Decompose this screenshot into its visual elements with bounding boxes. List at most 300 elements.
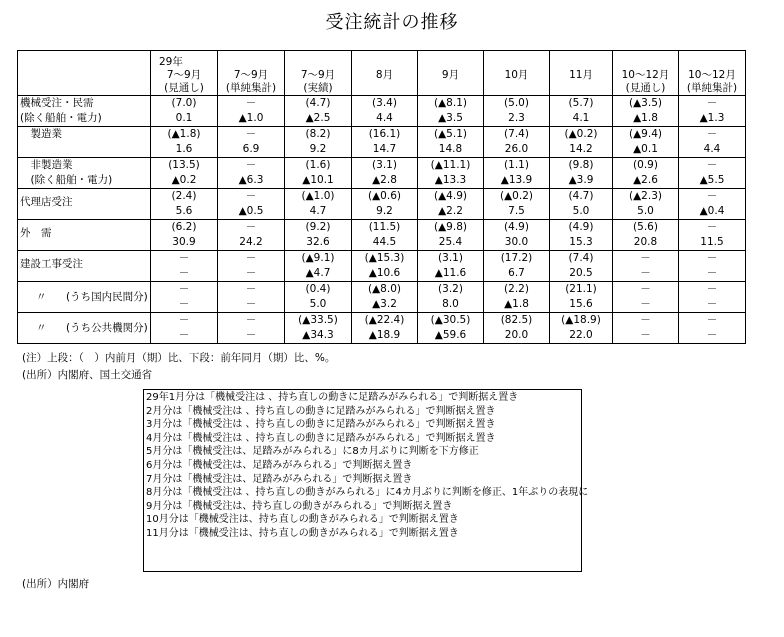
header-subtitle xyxy=(484,82,549,95)
year-on-year-value: ▲4.7 xyxy=(305,267,331,279)
year-on-year-value: ▲1.8 xyxy=(504,298,529,310)
year-on-year-value: ▲0.5 xyxy=(238,205,264,217)
row-label-main xyxy=(18,282,150,305)
value-cell xyxy=(550,127,613,158)
month-on-month-value: (2.4) xyxy=(171,190,197,202)
year-on-year-value: 1.6 xyxy=(175,143,193,155)
judgement-line: 7月分は「機械受注は、足踏みがみられる」で判断据え置き xyxy=(146,473,413,485)
value-cell xyxy=(352,220,418,251)
judgement-line: 9月分は「機械受注は、持ち直しの動きがみられる」で判断据え置き xyxy=(146,500,453,512)
header-subtitle xyxy=(550,82,612,95)
table-row xyxy=(18,189,746,220)
month-on-month-value: (1.1) xyxy=(504,159,529,171)
value-cell xyxy=(550,313,613,344)
value-cell xyxy=(484,158,550,189)
year-on-year-value: ▲2.2 xyxy=(438,205,463,217)
value-cell xyxy=(151,158,218,189)
year-on-year-value: ▲2.5 xyxy=(305,112,331,124)
month-on-month-value: － xyxy=(245,190,257,202)
header-year xyxy=(285,56,351,69)
month-on-month-value: (▲5.1) xyxy=(434,128,467,140)
value-cell xyxy=(352,189,418,220)
row-label-main: 機械受注・民需 xyxy=(20,97,94,109)
value-cell xyxy=(679,127,746,158)
value-cell xyxy=(218,127,285,158)
value-cell xyxy=(679,313,746,344)
value-cell xyxy=(352,127,418,158)
month-on-month-value: (3.2) xyxy=(438,283,463,295)
row-label-main: 建設工事受注 xyxy=(20,258,83,270)
value-cell xyxy=(679,282,746,313)
value-cell xyxy=(218,313,285,344)
month-on-month-value: － xyxy=(706,97,718,109)
header-period: 7～9月 xyxy=(300,69,336,81)
table-header-row xyxy=(18,51,746,96)
value-cell xyxy=(151,220,218,251)
year-on-year-value: 25.4 xyxy=(438,236,463,248)
month-on-month-value: － xyxy=(245,283,257,295)
month-on-month-value: (7.4) xyxy=(504,128,529,140)
header-period: 11月 xyxy=(569,69,593,81)
year-on-year-value: 22.0 xyxy=(569,329,593,341)
year-on-year-value: 30.9 xyxy=(172,236,196,248)
year-on-year-value: ▲1.3 xyxy=(699,112,725,124)
month-on-month-value: (▲22.4) xyxy=(364,314,405,326)
header-period: 7～9月 xyxy=(233,69,269,81)
month-on-month-value: － xyxy=(178,283,190,295)
year-on-year-value: － xyxy=(706,298,718,310)
value-cell xyxy=(418,127,484,158)
value-cell xyxy=(285,96,352,127)
month-on-month-value: (3.1) xyxy=(438,252,463,264)
month-on-month-value: － xyxy=(640,283,651,295)
header-year: 29年 xyxy=(159,56,183,68)
value-cell xyxy=(613,96,679,127)
row-label xyxy=(18,313,151,344)
month-on-month-value: (▲9.1) xyxy=(301,252,335,264)
year-on-year-value: ▲5.5 xyxy=(699,174,725,186)
judgement-line: 3月分は「機械受注は 、持ち直しの動きに足踏みがみられる」で判断据え置き xyxy=(146,419,496,431)
value-cell xyxy=(550,96,613,127)
row-label-sub: (除く船舶・電力) xyxy=(20,112,102,124)
value-cell xyxy=(613,282,679,313)
column-header xyxy=(679,51,746,96)
value-cell xyxy=(484,96,550,127)
value-cell xyxy=(151,96,218,127)
value-cell xyxy=(285,158,352,189)
month-on-month-value: － xyxy=(706,221,718,233)
value-cell xyxy=(418,96,484,127)
header-year xyxy=(679,56,745,69)
month-on-month-value: － xyxy=(640,314,651,326)
column-header xyxy=(550,51,613,96)
corner-cell xyxy=(18,51,151,96)
row-label-main: 代理店受注 xyxy=(20,196,73,208)
year-on-year-value: ▲10.1 xyxy=(302,174,334,186)
column-header xyxy=(285,51,352,96)
year-on-year-value: 20.0 xyxy=(504,329,529,341)
month-on-month-value: (9.8) xyxy=(568,159,594,171)
header-year xyxy=(484,56,549,69)
row-label xyxy=(18,282,151,313)
month-on-month-value: － xyxy=(245,128,257,140)
month-on-month-value: (2.2) xyxy=(504,283,529,295)
year-on-year-value: ▲34.3 xyxy=(302,329,334,341)
value-cell xyxy=(285,189,352,220)
month-on-month-value: (4.9) xyxy=(504,221,529,233)
year-on-year-value: 8.0 xyxy=(442,298,459,310)
month-on-month-value: (3.4) xyxy=(372,97,397,109)
value-cell xyxy=(218,220,285,251)
header-year xyxy=(550,56,612,69)
header-period: 10～12月 xyxy=(688,69,736,81)
header-year xyxy=(613,56,678,69)
header-period: 10～12月 xyxy=(621,69,670,81)
year-on-year-value: ▲1.8 xyxy=(633,112,658,124)
month-on-month-value: － xyxy=(245,314,257,326)
year-on-year-value: － xyxy=(640,267,651,279)
year-on-year-value: 20.8 xyxy=(633,236,658,248)
month-on-month-value: (▲30.5) xyxy=(430,314,471,326)
month-on-month-value: (4.7) xyxy=(568,190,594,202)
month-on-month-value: (7.4) xyxy=(568,252,594,264)
month-on-month-value: (▲11.1) xyxy=(430,159,471,171)
judgement-line: 29年1月分は「機械受注は 、持ち直しの動きに足踏みがみられる」で判断据え置き xyxy=(146,392,519,403)
month-on-month-value: － xyxy=(706,283,718,295)
year-on-year-value: 14.7 xyxy=(372,143,397,155)
header-subtitle: (単純集計) xyxy=(686,82,738,94)
table-note: (注）上段：（ ）内前月（期）比、下段：前年同月（期）比、%。 xyxy=(22,352,336,364)
month-on-month-value: － xyxy=(706,190,718,202)
year-on-year-value: ▲0.4 xyxy=(699,205,725,217)
year-on-year-value: 32.6 xyxy=(306,236,330,248)
header-year xyxy=(418,56,483,69)
value-cell xyxy=(151,251,218,282)
ditto-mark: 〃 xyxy=(36,291,47,303)
year-on-year-value: 14.2 xyxy=(569,143,593,155)
year-on-year-value: 26.0 xyxy=(504,143,529,155)
year-on-year-value: 4.7 xyxy=(309,205,327,217)
value-cell xyxy=(679,220,746,251)
value-cell xyxy=(550,251,613,282)
value-cell xyxy=(550,282,613,313)
year-on-year-value: ▲3.5 xyxy=(438,112,463,124)
judgement-line: 11月分は「機械受注は、持ち直しの動きがみられる」で判断据え置き xyxy=(146,527,459,539)
month-on-month-value: － xyxy=(178,252,190,264)
month-on-month-value: (▲33.5) xyxy=(298,314,338,326)
year-on-year-value: － xyxy=(178,298,190,310)
month-on-month-value: (21.1) xyxy=(565,283,597,295)
value-cell xyxy=(550,220,613,251)
judgement-history-box xyxy=(143,389,589,572)
month-on-month-value: － xyxy=(706,128,718,140)
table-row xyxy=(18,96,746,127)
year-on-year-value: ▲2.6 xyxy=(633,174,658,186)
value-cell xyxy=(613,220,679,251)
year-on-year-value: ▲10.6 xyxy=(368,267,401,279)
value-cell xyxy=(484,313,550,344)
table-row xyxy=(18,282,746,313)
header-subtitle xyxy=(352,82,417,95)
year-on-year-value: 6.7 xyxy=(508,267,525,279)
month-on-month-value: (8.2) xyxy=(305,128,331,140)
month-on-month-value: (4.9) xyxy=(568,221,594,233)
month-on-month-value: (6.2) xyxy=(171,221,197,233)
month-on-month-value: (▲1.8) xyxy=(167,128,201,140)
month-on-month-value: (▲1.0) xyxy=(301,190,335,202)
value-cell xyxy=(679,189,746,220)
value-cell xyxy=(285,313,352,344)
row-label-main xyxy=(18,313,150,336)
value-cell xyxy=(418,220,484,251)
value-cell xyxy=(484,127,550,158)
year-on-year-value: ▲6.3 xyxy=(238,174,264,186)
year-on-year-value: － xyxy=(640,298,651,310)
value-cell xyxy=(484,251,550,282)
month-on-month-value: － xyxy=(706,314,718,326)
column-header xyxy=(613,51,679,96)
header-year xyxy=(352,56,417,69)
year-on-year-value: ▲59.6 xyxy=(434,329,467,341)
value-cell xyxy=(550,189,613,220)
month-on-month-value: (9.2) xyxy=(305,221,331,233)
month-on-month-value: (0.9) xyxy=(633,159,658,171)
year-on-year-value: 4.4 xyxy=(376,112,393,124)
value-cell xyxy=(352,251,418,282)
value-cell xyxy=(151,189,218,220)
value-cell xyxy=(285,282,352,313)
value-cell xyxy=(218,251,285,282)
month-on-month-value: (▲0.6) xyxy=(368,190,401,202)
value-cell xyxy=(218,158,285,189)
month-on-month-value: (13.5) xyxy=(168,159,200,171)
value-cell xyxy=(484,189,550,220)
value-cell xyxy=(613,189,679,220)
month-on-month-value: (▲3.5) xyxy=(629,97,662,109)
table-row xyxy=(18,158,746,189)
judgement-line: 10月分は「機械受注は、持ち直しの動きがみられる」で判断据え置き xyxy=(146,514,459,526)
year-on-year-value: － xyxy=(706,267,718,279)
order-statistics-table xyxy=(17,50,746,344)
year-on-year-value: 4.1 xyxy=(572,112,590,124)
month-on-month-value: (▲18.9) xyxy=(561,314,601,326)
year-on-year-value: ▲3.9 xyxy=(568,174,594,186)
value-cell xyxy=(352,96,418,127)
value-cell xyxy=(613,313,679,344)
year-on-year-value: － xyxy=(245,298,257,310)
value-cell xyxy=(613,251,679,282)
table-source: (出所）内閣府、国土交通省 xyxy=(22,369,153,381)
column-header xyxy=(218,51,285,96)
month-on-month-value: (3.1) xyxy=(372,159,397,171)
month-on-month-value: (4.7) xyxy=(305,97,331,109)
value-cell xyxy=(418,158,484,189)
header-period: 7～9月 xyxy=(166,69,202,81)
year-on-year-value: ▲13.3 xyxy=(434,174,467,186)
year-on-year-value: 6.9 xyxy=(242,143,260,155)
value-cell xyxy=(151,282,218,313)
month-on-month-value: (0.4) xyxy=(305,283,331,295)
month-on-month-value: (16.1) xyxy=(368,128,401,140)
value-cell xyxy=(484,220,550,251)
year-on-year-value: 14.8 xyxy=(438,143,463,155)
value-cell xyxy=(418,189,484,220)
header-period: 8月 xyxy=(375,69,394,81)
year-on-year-value: ▲13.9 xyxy=(500,174,533,186)
month-on-month-value: (▲2.3) xyxy=(629,190,662,202)
value-cell xyxy=(613,158,679,189)
value-cell xyxy=(285,220,352,251)
month-on-month-value: (11.5) xyxy=(368,221,401,233)
month-on-month-value: (▲0.2) xyxy=(564,128,598,140)
judgement-line: 4月分は「機械受注は 、持ち直しの動きに足踏みがみられる」で判断据え置き xyxy=(146,432,496,444)
year-on-year-value: 9.2 xyxy=(376,205,393,217)
table-row xyxy=(18,313,746,344)
table-row xyxy=(18,127,746,158)
row-label-text: (うち公共機関分) xyxy=(66,322,148,334)
month-on-month-value: － xyxy=(245,97,257,109)
header-period: 9月 xyxy=(441,69,460,81)
year-on-year-value: － xyxy=(178,267,190,279)
column-header xyxy=(352,51,418,96)
year-on-year-value: 15.3 xyxy=(569,236,593,248)
table-row xyxy=(18,251,746,282)
box-source: (出所）内閣府 xyxy=(22,578,90,590)
year-on-year-value: ▲1.0 xyxy=(238,112,264,124)
header-period: 10月 xyxy=(504,69,529,81)
month-on-month-value: (▲9.4) xyxy=(629,128,662,140)
column-header xyxy=(484,51,550,96)
year-on-year-value: 24.2 xyxy=(239,236,263,248)
month-on-month-value: － xyxy=(245,221,257,233)
year-on-year-value: ▲3.2 xyxy=(372,298,397,310)
year-on-year-value: 4.4 xyxy=(703,143,721,155)
month-on-month-value: (5.0) xyxy=(504,97,529,109)
value-cell xyxy=(550,158,613,189)
value-cell xyxy=(484,282,550,313)
row-label-main: 非製造業 xyxy=(30,159,73,171)
page-title: 受注統計の推移 xyxy=(325,12,459,33)
year-on-year-value: － xyxy=(178,329,190,341)
judgement-line: 2月分は「機械受注は 、持ち直しの動きに足踏みがみられる」で判断据え置き xyxy=(146,405,496,417)
year-on-year-value: 5.0 xyxy=(637,205,654,217)
value-cell xyxy=(285,251,352,282)
row-label xyxy=(18,96,151,127)
year-on-year-value: 44.5 xyxy=(372,236,397,248)
year-on-year-value: 7.5 xyxy=(508,205,525,217)
year-on-year-value: 5.0 xyxy=(309,298,327,310)
row-label xyxy=(18,220,151,251)
value-cell xyxy=(218,282,285,313)
year-on-year-value: ▲0.1 xyxy=(633,143,658,155)
year-on-year-value: ▲0.2 xyxy=(171,174,197,186)
year-on-year-value: ▲18.9 xyxy=(368,329,401,341)
table-row xyxy=(18,220,746,251)
value-cell xyxy=(352,313,418,344)
row-label xyxy=(18,251,151,282)
month-on-month-value: － xyxy=(706,159,718,171)
judgement-line: 8月分は「機械受注は 、持ち直しの動きがみられる」に4カ月ぶりに判断を修正、1年ぶりの表現に xyxy=(146,487,589,499)
year-on-year-value: － xyxy=(706,329,718,341)
year-on-year-value: 15.6 xyxy=(569,298,593,310)
month-on-month-value: (5.6) xyxy=(633,221,658,233)
ditto-mark: 〃 xyxy=(36,322,47,334)
row-label xyxy=(18,189,151,220)
judgement-line: 6月分は「機械受注は、足踏みがみられる」で判断据え置き xyxy=(146,459,413,471)
value-cell xyxy=(679,251,746,282)
year-on-year-value: － xyxy=(245,329,257,341)
value-cell xyxy=(285,127,352,158)
indent-spacer xyxy=(18,127,29,158)
row-label-main: 製造業 xyxy=(30,128,62,140)
year-on-year-value: － xyxy=(245,267,257,279)
header-subtitle: (単純集計) xyxy=(225,82,277,94)
month-on-month-value: (▲9.8) xyxy=(434,221,467,233)
month-on-month-value: (5.7) xyxy=(568,97,594,109)
header-subtitle: (見通し) xyxy=(625,82,666,94)
value-cell xyxy=(613,127,679,158)
row-label-text: (うち国内民間分) xyxy=(66,291,148,303)
year-on-year-value: 11.5 xyxy=(700,236,724,248)
year-on-year-value: － xyxy=(640,329,651,341)
month-on-month-value: (82.5) xyxy=(500,314,533,326)
month-on-month-value: － xyxy=(245,252,257,264)
column-header xyxy=(418,51,484,96)
value-cell xyxy=(352,282,418,313)
value-cell xyxy=(418,282,484,313)
year-on-year-value: 0.1 xyxy=(175,112,193,124)
value-cell xyxy=(352,158,418,189)
header-year xyxy=(218,56,284,69)
header-subtitle: (実績) xyxy=(303,82,333,94)
header-subtitle xyxy=(418,82,483,95)
value-cell xyxy=(679,96,746,127)
month-on-month-value: (1.6) xyxy=(305,159,331,171)
month-on-month-value: (7.0) xyxy=(171,97,197,109)
value-cell xyxy=(218,189,285,220)
month-on-month-value: － xyxy=(706,252,718,264)
row-label-main: 外 需 xyxy=(20,227,52,239)
value-cell xyxy=(679,158,746,189)
value-cell xyxy=(151,127,218,158)
month-on-month-value: (▲8.0) xyxy=(368,283,401,295)
value-cell xyxy=(418,251,484,282)
row-label-sub: (除く船舶・電力) xyxy=(30,174,113,186)
value-cell xyxy=(418,313,484,344)
year-on-year-value: ▲2.8 xyxy=(372,174,397,186)
judgement-line: 5月分は「機械受注は、足踏みがみられる」に8カ月ぶりに判断を下方修正 xyxy=(146,446,479,458)
month-on-month-value: (17.2) xyxy=(500,252,533,264)
header-subtitle: (見通し) xyxy=(164,82,204,94)
year-on-year-value: 2.3 xyxy=(508,112,525,124)
row-label xyxy=(29,158,151,189)
indent-spacer xyxy=(18,158,29,189)
month-on-month-value: － xyxy=(245,159,257,171)
year-on-year-value: 30.0 xyxy=(504,236,529,248)
month-on-month-value: (▲8.1) xyxy=(434,97,467,109)
column-header xyxy=(151,51,218,96)
year-on-year-value: 5.6 xyxy=(175,205,193,217)
value-cell xyxy=(218,96,285,127)
year-on-year-value: 9.2 xyxy=(309,143,327,155)
year-on-year-value: ▲11.6 xyxy=(434,267,467,279)
value-cell xyxy=(151,313,218,344)
month-on-month-value: (▲0.2) xyxy=(500,190,533,202)
month-on-month-value: (▲4.9) xyxy=(434,190,467,202)
month-on-month-value: － xyxy=(178,314,190,326)
year-on-year-value: 5.0 xyxy=(572,205,590,217)
month-on-month-value: － xyxy=(640,252,651,264)
